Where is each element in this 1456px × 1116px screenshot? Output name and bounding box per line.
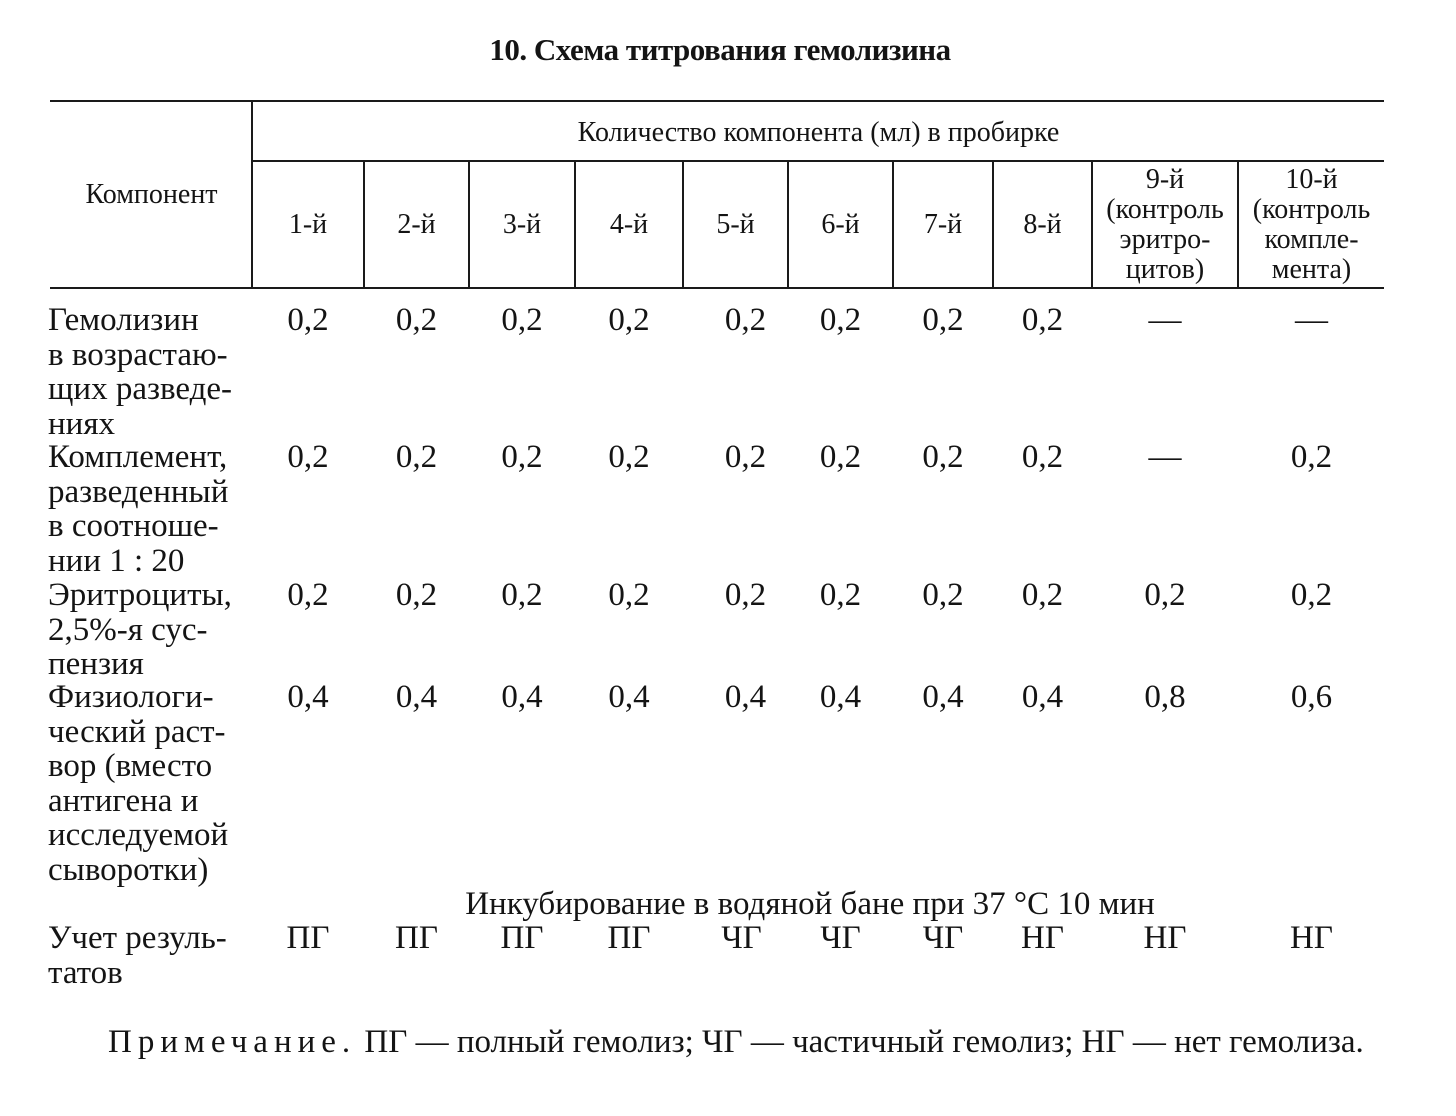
table-cell: 0,2 [922, 302, 964, 338]
table-cell: 0,2 [819, 577, 862, 613]
result-cell: НГ [1021, 920, 1064, 956]
results-row-label [48, 921, 268, 990]
table-cell: 0,2 [395, 439, 438, 475]
table-cell: 0,2 [395, 577, 438, 613]
table-cell: 0,4 [608, 679, 650, 715]
row-label-line: ческий раст- [48, 713, 226, 750]
incubation-note: Инкубирование в водяной бане при 37 °С 10 мин [465, 886, 1155, 922]
column-header: 7-й [923, 208, 963, 240]
row-label-line: ниях [48, 405, 115, 442]
footnote-label: Примечание. [108, 1024, 357, 1060]
result-cell: НГ [1143, 920, 1187, 956]
table-cell: 0,2 [1290, 439, 1333, 475]
table-cell: 0,2 [1144, 577, 1186, 613]
row-label-line: в соотноше- [48, 508, 219, 544]
row-label-line: пензия [48, 646, 144, 682]
row-label-line: исследуемой [48, 817, 229, 853]
table-cell: — [1148, 439, 1182, 475]
result-cell: ЧГ [820, 920, 861, 956]
result-cell: ЧГ [721, 920, 762, 956]
table-cell: 0,4 [287, 679, 329, 715]
row-label-line: Физиологи- [48, 679, 214, 715]
column-header: 5-й [716, 208, 755, 240]
component-header: Компонент [85, 179, 218, 210]
footnote-text: ПГ — полный гемолиз; ЧГ — частичный гемолиз; НГ — нет гемолиза. [364, 1024, 1364, 1060]
row-label-line: в возрастаю- [48, 336, 228, 373]
result-cell: НГ [1290, 920, 1333, 956]
row-label [48, 440, 268, 578]
row-label [48, 303, 268, 441]
column-header: 9-й (контроль эритро- цитов) [1106, 163, 1224, 285]
table-title: 10. Схема титрования гемолизина [489, 32, 951, 67]
table-cell: 0,2 [608, 302, 650, 338]
result-cell: ПГ [607, 920, 651, 956]
table-cell: 0,2 [922, 439, 964, 475]
result-cell: ПГ [286, 920, 330, 956]
row-label [48, 680, 268, 887]
table-cell: 0,2 [287, 302, 329, 338]
row-label-line: Эритроциты, [48, 577, 232, 613]
table-cell: 0,4 [724, 679, 767, 715]
column-header: 10-й (контроль компле- мента) [1252, 163, 1371, 285]
table-cell: 0,4 [395, 679, 438, 715]
column-header: 4-й [609, 208, 649, 240]
result-cell: ЧГ [922, 920, 964, 956]
row-label-line: сыворотки) [48, 851, 209, 888]
table-cell: 0,6 [1290, 679, 1333, 715]
table-cell: 0,8 [1144, 679, 1186, 715]
row-label-line: нии 1 : 20 [48, 542, 185, 579]
table-cell: 0,2 [1021, 302, 1064, 338]
row-label-line: 2,5%-я сус- [48, 611, 208, 648]
column-header: 3-й [502, 208, 542, 240]
column-header: 2-й [397, 208, 436, 240]
table-cell: 0,2 [724, 577, 767, 613]
group-header: Количество компонента (мл) в пробирке [577, 117, 1060, 148]
table-cell: 0,2 [501, 302, 543, 338]
result-cell: ПГ [500, 920, 544, 956]
result-cell: ПГ [395, 920, 438, 956]
table-cell: 0,2 [395, 302, 438, 338]
table-cell: 0,2 [1290, 577, 1333, 613]
table-cell: 0,4 [501, 679, 543, 715]
table-cell: 0,4 [1021, 679, 1064, 715]
row-label-line: Учет резуль- [48, 920, 227, 956]
table-cell: 0,2 [287, 439, 329, 475]
row-label-line: антигена и [48, 782, 199, 819]
table-cell: 0,2 [501, 439, 543, 475]
table-cell: 0,2 [724, 439, 767, 475]
table-cell: 0,2 [922, 577, 964, 613]
table-cell: 0,2 [1021, 577, 1064, 613]
row-label-line: Комплемент, [48, 439, 228, 475]
table-cell: 0,2 [287, 577, 329, 613]
row-label [48, 578, 268, 682]
table-cell: 0,2 [819, 439, 862, 475]
table-cell: 0,2 [724, 302, 767, 338]
table-cell: 0,2 [819, 302, 862, 338]
column-header: 1-й [288, 208, 328, 240]
row-label-line: татов [48, 954, 123, 991]
column-header: 6-й [821, 208, 860, 240]
row-label-line: разведенный [48, 473, 229, 510]
column-header: 8-й [1023, 208, 1062, 240]
table-cell: — [1148, 302, 1182, 338]
table-cell: 0,4 [922, 679, 964, 715]
row-label-line: вор (вместо [48, 748, 213, 784]
footnote [48, 1025, 1388, 1059]
row-label-line: щих разведе- [48, 371, 233, 407]
table-cell: 0,2 [608, 577, 650, 613]
row-label-line: Гемолизин [48, 302, 199, 338]
table-cell: 0,2 [608, 439, 650, 475]
table-cell: 0,4 [819, 679, 862, 715]
table-cell: 0,2 [1021, 439, 1064, 475]
table-cell: — [1295, 302, 1328, 338]
table-cell: 0,2 [501, 577, 543, 613]
